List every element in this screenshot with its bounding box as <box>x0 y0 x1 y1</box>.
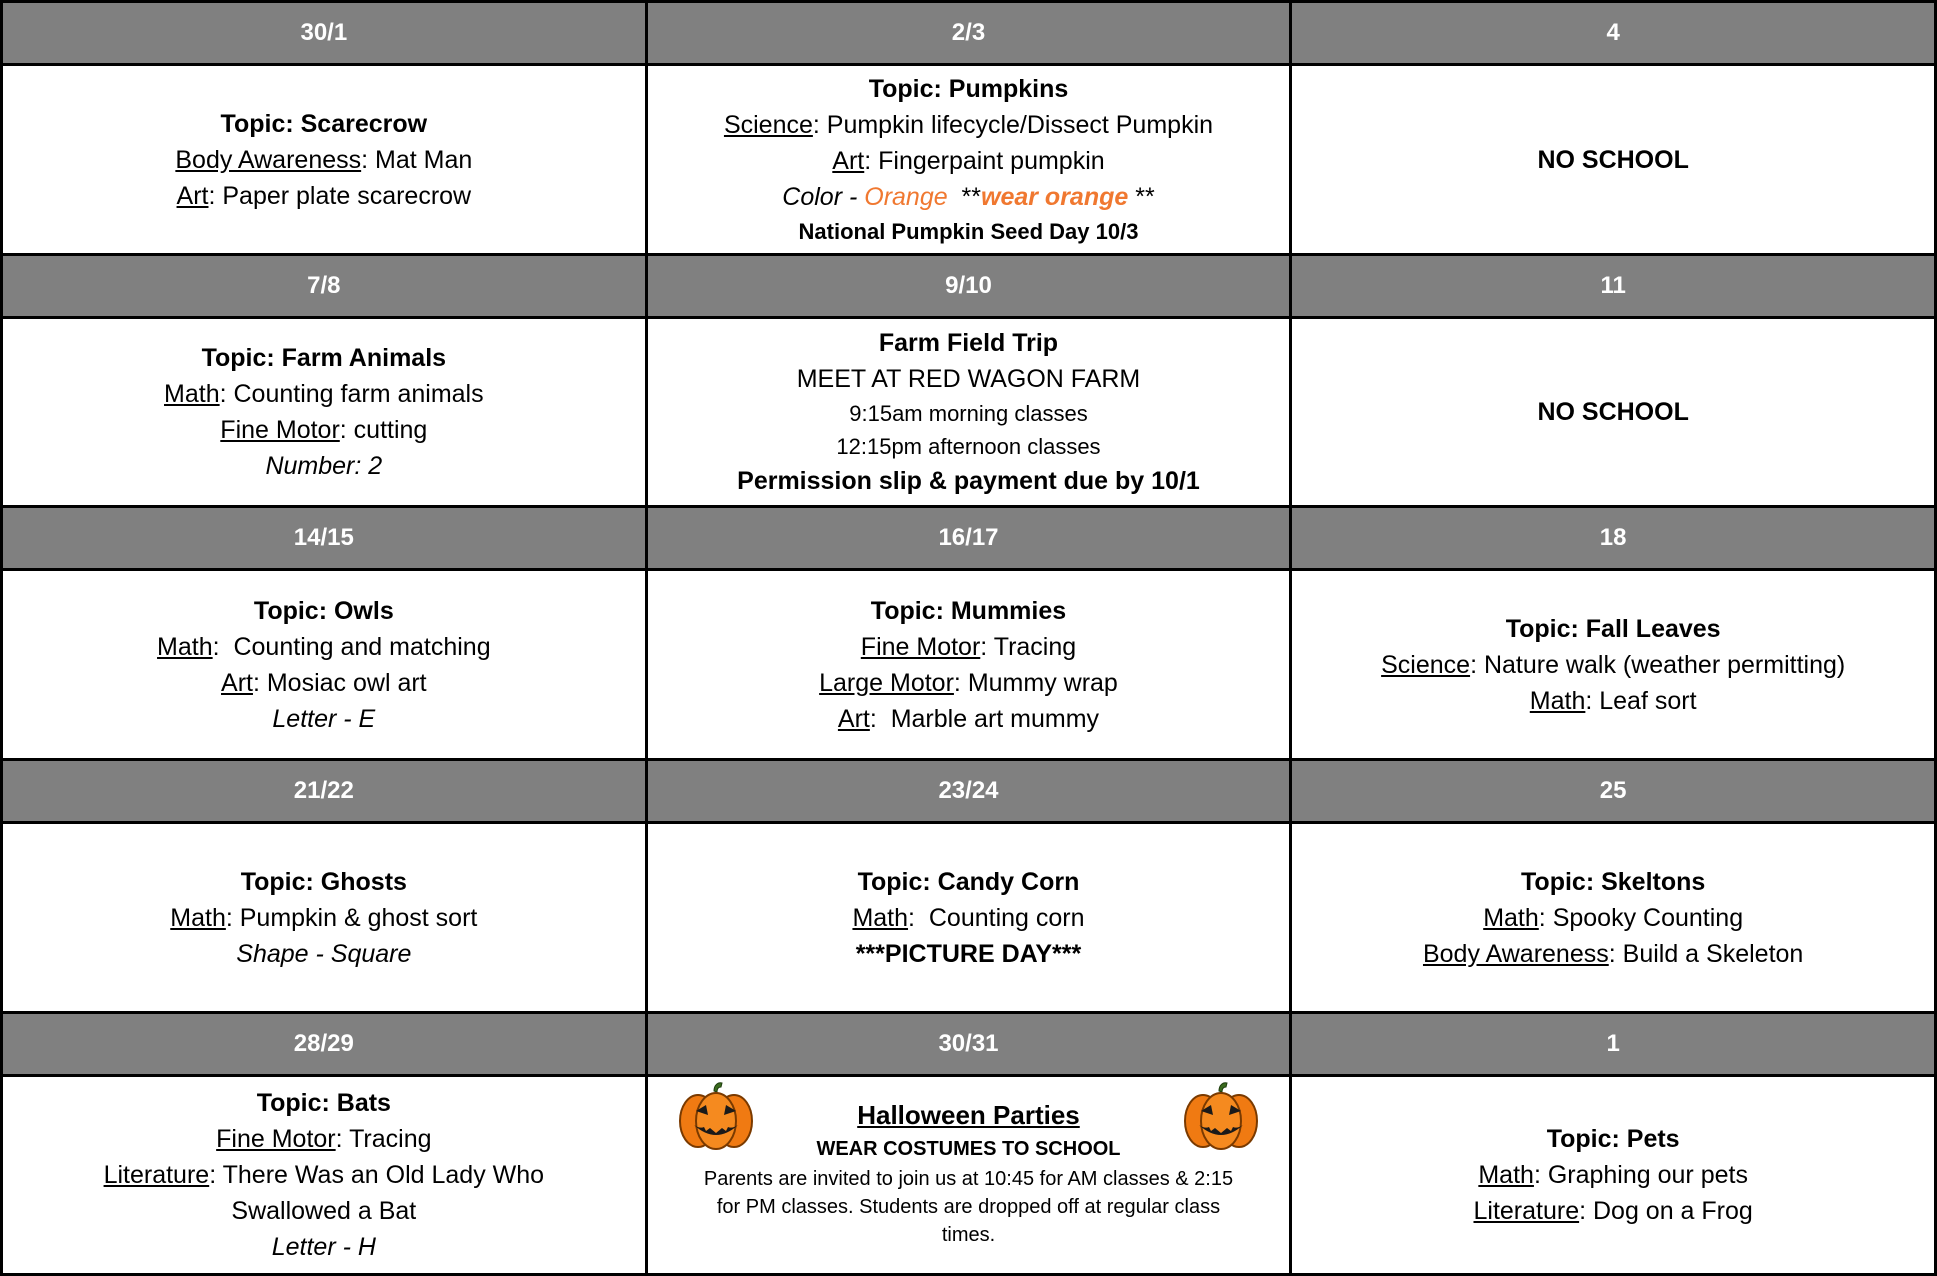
day-cell <box>646 570 1291 760</box>
subject-label: Math <box>1478 1161 1534 1189</box>
day-cell <box>646 1076 1291 1275</box>
day-cell <box>2 318 647 507</box>
color-name: Orange <box>864 183 948 211</box>
afternoon-time: 12:15pm afternoon classes <box>836 434 1101 459</box>
topic-title: Topic: Ghosts <box>240 867 407 896</box>
subject-label: Literature <box>1473 1197 1580 1225</box>
subject-label: Art <box>837 704 870 733</box>
activity-line <box>1296 900 1930 936</box>
topic-title: Topic: Fall Leaves <box>1505 614 1721 643</box>
subject-label: Literature <box>103 1161 210 1189</box>
topic-title: Topic: Pets <box>1546 1125 1680 1153</box>
activity-line <box>652 629 1286 665</box>
activity-text: : Dog on a Frog <box>1579 1197 1753 1225</box>
activity-text: : There Was an Old Lady Who <box>209 1161 545 1189</box>
activity-text: : Paper plate scarecrow <box>208 181 472 210</box>
party-title: Halloween Parties <box>857 1100 1080 1130</box>
activity-line <box>1296 683 1930 719</box>
day-cell <box>2 823 647 1013</box>
activity-text: : Leaf sort <box>1585 686 1697 715</box>
activity-line <box>7 900 641 936</box>
activity-line <box>1296 647 1930 683</box>
day-cell <box>646 318 1291 507</box>
topic-title: Topic: Owls <box>253 596 394 625</box>
week-5-body-row <box>2 1076 1936 1275</box>
activity-line <box>7 665 641 701</box>
subject-label: Fine Motor <box>860 632 981 661</box>
week-2-header-row <box>2 255 1936 318</box>
special-day-note: National Pumpkin Seed Day 10/3 <box>798 219 1139 244</box>
jack-o-lantern-icon <box>676 1081 756 1151</box>
day-cell <box>646 823 1291 1013</box>
color-prefix: Color - <box>782 183 865 211</box>
activity-line <box>7 412 641 448</box>
wear-orange-note: wear orange <box>981 183 1129 211</box>
party-info-line: for PM classes. Students are dropped off at regular class <box>716 1196 1221 1218</box>
letter-of-week: Letter - H <box>271 1233 376 1261</box>
day-cell <box>1291 570 1936 760</box>
activity-text: : Fingerpaint pumpkin <box>864 147 1105 175</box>
subject-label: Body Awareness <box>175 145 362 174</box>
date-header: 25 <box>1291 760 1936 823</box>
permission-due-note: Permission slip & payment due by 10/1 <box>737 467 1200 495</box>
topic-title: Topic: Mummies <box>870 596 1067 625</box>
subject-label: Fine Motor <box>216 1125 336 1153</box>
subject-label: Science <box>1381 650 1471 679</box>
date-header: 4 <box>1291 2 1936 65</box>
date-header: 28/29 <box>2 1013 647 1076</box>
activity-line-continued: Swallowed a Bat <box>231 1197 417 1225</box>
meeting-location: MEET AT RED WAGON FARM <box>796 365 1141 393</box>
day-cell <box>646 65 1291 255</box>
day-cell <box>1291 65 1936 255</box>
day-cell <box>1291 318 1936 507</box>
week-1-header-row <box>2 2 1936 65</box>
day-cell <box>1291 823 1936 1013</box>
number-of-week: Number: 2 <box>265 452 383 480</box>
week-5-header-row <box>2 1013 1936 1076</box>
subject-label: Math <box>1483 903 1539 932</box>
date-header: 2/3 <box>646 2 1291 65</box>
topic-title: Topic: Scarecrow <box>220 109 428 138</box>
activity-line <box>1296 936 1930 972</box>
date-header: 30/31 <box>646 1013 1291 1076</box>
date-header: 18 <box>1291 507 1936 570</box>
subject-label: Fine Motor <box>220 416 340 444</box>
activity-text: : Tracing <box>980 632 1077 661</box>
week-2-body-row <box>2 318 1936 507</box>
subject-label: Art <box>832 147 865 175</box>
subject-label: Art <box>176 181 209 210</box>
date-header: 11 <box>1291 255 1936 318</box>
activity-text: : Counting and matching <box>212 632 491 661</box>
subject-label: Math <box>157 632 213 661</box>
activity-line <box>652 665 1286 701</box>
subject-label: Math <box>164 380 220 408</box>
activity-line <box>652 701 1286 737</box>
activity-line <box>7 178 641 214</box>
activity-text: : Pumpkin lifecycle/Dissect Pumpkin <box>812 111 1214 139</box>
date-header: 21/22 <box>2 760 647 823</box>
activity-text: : Pumpkin & ghost sort <box>225 903 478 932</box>
activity-text: : Build a Skeleton <box>1608 939 1804 968</box>
activity-text: : Marble art mummy <box>869 704 1100 733</box>
week-4-header-row <box>2 760 1936 823</box>
activity-line <box>7 1121 641 1157</box>
no-school-label: NO SCHOOL <box>1537 145 1689 174</box>
topic-title: Topic: Skeltons <box>1521 867 1706 896</box>
date-header: 7/8 <box>2 255 647 318</box>
topic-title: Topic: Farm Animals <box>201 344 447 372</box>
activity-text: : Graphing our pets <box>1533 1161 1748 1189</box>
activity-line <box>7 142 641 178</box>
subject-label: Math <box>1529 686 1586 715</box>
stars-close: ** <box>1128 183 1155 211</box>
date-header: 14/15 <box>2 507 647 570</box>
activity-line <box>1296 1157 1930 1193</box>
topic-title: Topic: Pumpkins <box>868 75 1069 103</box>
week-1-body-row <box>2 65 1936 255</box>
activity-line <box>7 376 641 412</box>
costume-note: WEAR COSTUMES TO SCHOOL <box>816 1138 1121 1160</box>
date-header: 16/17 <box>646 507 1291 570</box>
day-cell <box>1291 1076 1936 1275</box>
halloween-party-block <box>652 1077 1286 1273</box>
activity-text: : Mosiac owl art <box>252 668 427 697</box>
subject-label: Large Motor <box>819 668 954 697</box>
week-3-header-row <box>2 507 1936 570</box>
subject-label: Science <box>723 111 813 139</box>
party-info-line: times. <box>941 1224 996 1246</box>
activity-text: : Mummy wrap <box>953 668 1118 697</box>
color-line <box>652 179 1286 215</box>
day-cell <box>2 65 647 255</box>
activity-line <box>652 107 1286 143</box>
date-header: 9/10 <box>646 255 1291 318</box>
date-header: 23/24 <box>646 760 1291 823</box>
topic-title: Topic: Bats <box>256 1089 391 1117</box>
day-cell <box>2 570 647 760</box>
activity-text: : Counting farm animals <box>219 380 484 408</box>
activity-text: : cutting <box>339 416 428 444</box>
party-info-line: Parents are invited to join us at 10:45 for AM classes & 2:15 <box>703 1168 1234 1190</box>
activity-text: : Nature walk (weather permitting) <box>1470 650 1846 679</box>
picture-day-note: ***PICTURE DAY*** <box>855 939 1082 968</box>
activity-line <box>7 1157 641 1193</box>
stars-open: ** <box>947 183 981 211</box>
activity-text: : Counting corn <box>908 903 1085 932</box>
day-cell <box>2 1076 647 1275</box>
subject-label: Math <box>170 903 226 932</box>
activity-line <box>652 143 1286 179</box>
activity-line <box>652 900 1286 936</box>
activity-text: : Mat Man <box>361 145 473 174</box>
date-header: 1 <box>1291 1013 1936 1076</box>
date-header: 30/1 <box>2 2 647 65</box>
activity-text: : Tracing <box>335 1125 432 1153</box>
week-3-body-row <box>2 570 1936 760</box>
subject-label: Body Awareness <box>1422 939 1609 968</box>
week-4-body-row <box>2 823 1936 1013</box>
jack-o-lantern-icon <box>1181 1081 1261 1151</box>
activity-text: : Spooky Counting <box>1538 903 1744 932</box>
activity-line <box>7 629 641 665</box>
activity-line <box>1296 1193 1930 1229</box>
letter-of-week: Letter - E <box>272 704 376 733</box>
topic-title: Topic: Candy Corn <box>857 867 1080 896</box>
no-school-label: NO SCHOOL <box>1537 398 1689 426</box>
shape-of-week: Shape - Square <box>236 939 412 968</box>
field-trip-title: Farm Field Trip <box>878 329 1059 357</box>
subject-label: Math <box>852 903 909 932</box>
subject-label: Art <box>221 668 253 697</box>
morning-time: 9:15am morning classes <box>849 401 1088 426</box>
